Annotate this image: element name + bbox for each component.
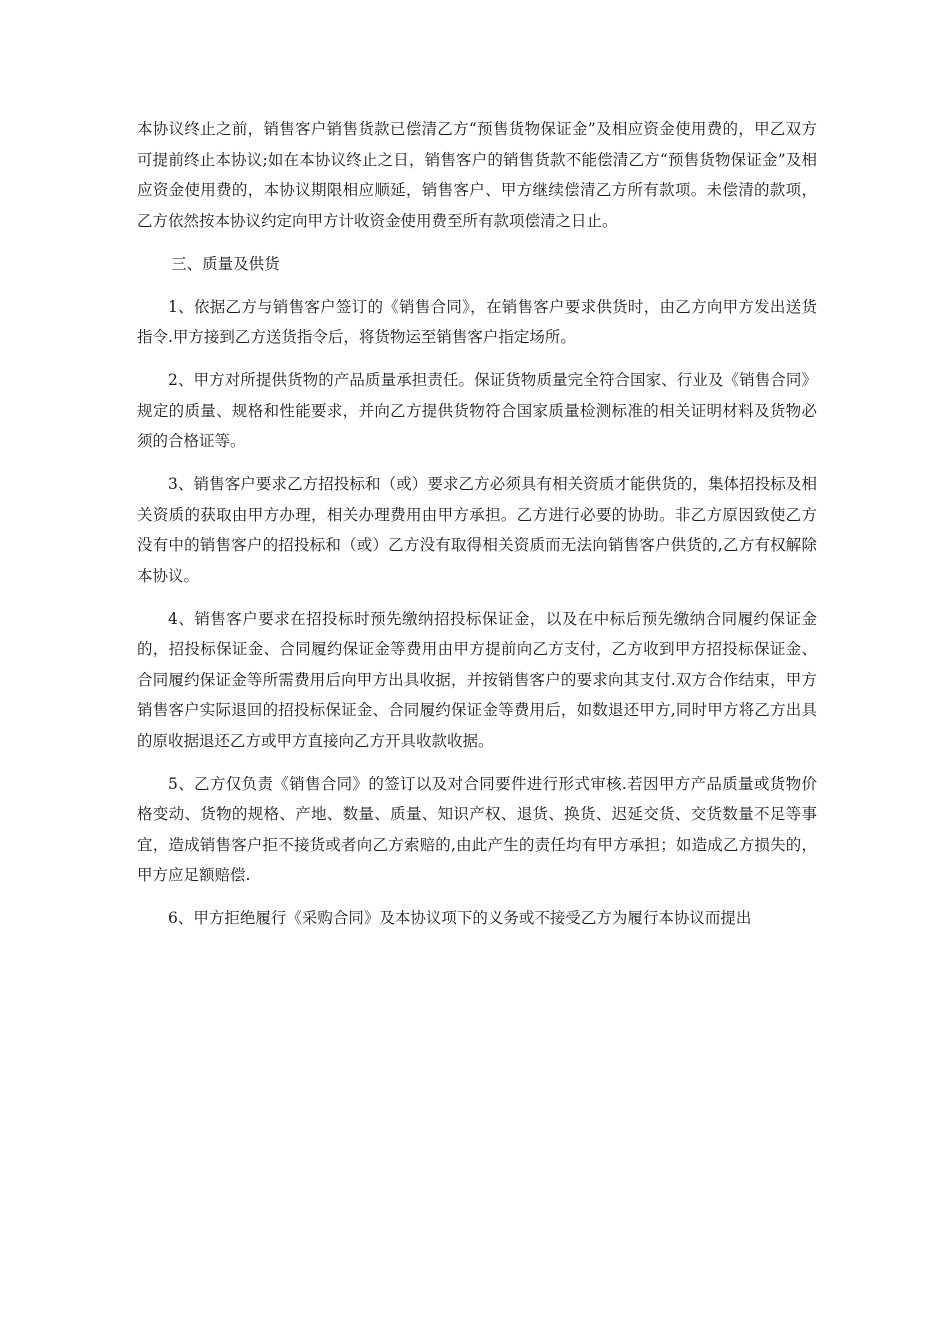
paragraph-continuation: 本协议终止之前，销售客户销售货款已偿清乙方“预售货物保证金”及相应资金使用费的，甲乙双方可提前终止本协议;如在本协议终止之日，销售客户的销售货款不能偿清乙方“预售货物保证金”及相应资金使用费的，本协议期限相应顺延，销售客户、甲方继续偿清乙方所有款项。未偿清的款项，乙方依然按本协议约定向甲方计收资金使用费至所有款项偿清之日止。 [137,120,817,230]
clause-2: 2、甲方对所提供货物的产品质量承担责任。保证货物质量完全符合国家、行业及《销售合同》规定的质量、规格和性能要求，并向乙方提供货物符合国家质量检测标准的相关证明材料及货物必须的合格证等。 [137,371,817,450]
clause-5: 5、乙方仅负责《销售合同》的签订以及对合同要件进行形式审核.若因甲方产品质量或货物价格变动、货物的规格、产地、数量、质量、知识产权、退货、换货、迟延交货、交货数量不足等事宜，造成销售客户拒不接货或者向乙方索赔的,由此产生的责任均有甲方承担；如造成乙方损失的，甲方应足额赔偿. [137,774,817,884]
clause-1: 1、依据乙方与销售客户签订的《销售合同》，在销售客户要求供货时，由乙方向甲方发出送货指令.甲方接到乙方送货指令后，将货物运至销售客户指定场所。 [137,297,817,346]
clause-6: 6、甲方拒绝履行《采购合同》及本协议项下的义务或不接受乙方为履行本协议而提出 [168,909,752,927]
clause-3: 3、销售客户要求乙方招投标和（或）要求乙方必须具有相关资质才能供货的，集体招投标及相关资质的获取由甲方办理，相关办理费用由甲方承担。乙方进行必要的协助。非乙方原因致使乙方没有中的销售客户的招投标和（或）乙方没有取得相关资质而无法向销售客户供货的,乙方有权解除本协议。 [137,475,817,585]
section-heading-quality-supply: 三、质量及供货 [171,254,280,273]
document-page [137,114,817,946]
clause-4: 4、销售客户要求在招投标时预先缴纳招投标保证金，以及在中标后预先缴纳合同履约保证金的，招投标保证金、合同履约保证金等费用由甲方提前向乙方支付，乙方收到甲方招投标保证金、合同履约保证金等所需费用后向甲方出具收据，并按销售客户的要求向其支付.双方合作结束，甲方销售客户实际退回的招投标保证金、合同履约保证金等费用后，如数退还甲方,同时甲方将乙方出具的原收据退还乙方或甲方直接向乙方开具收款收据。 [137,609,817,750]
